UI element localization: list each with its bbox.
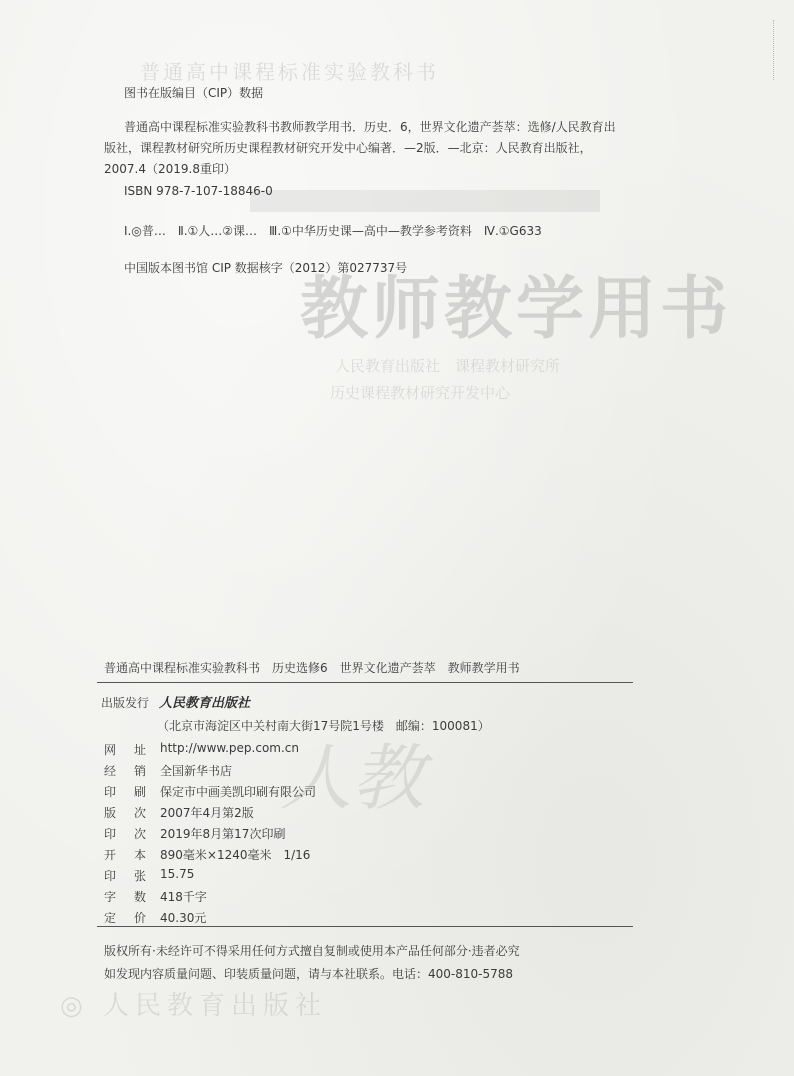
cip-record-number: 中国版本图书馆 CIP 数据核字（2012）第027737号 bbox=[124, 261, 408, 275]
publisher-address: （北京市海淀区中关村南大街17号院1号楼 邮编：100081） bbox=[157, 719, 490, 733]
binding-marks bbox=[773, 20, 784, 80]
detail-row-word-count bbox=[104, 888, 544, 906]
detail-value: 15.75 bbox=[160, 867, 195, 881]
cip-description: 普通高中课程标准实验教科书教师教学用书．历史．6，世界文化遗产荟萃：选修/人民教育出版社，课程教材研究所历史课程教材研究开发中心编著．—2版．—北京：人民教育出版社，2007.4（2019.8重印） bbox=[104, 120, 616, 176]
detail-key: 定 价 bbox=[104, 911, 146, 925]
detail-value: http://www.pep.com.cn bbox=[160, 741, 299, 755]
detail-row-edition bbox=[104, 804, 544, 822]
detail-row-printer bbox=[104, 783, 544, 801]
book-title: 普通高中课程标准实验教科书 历史选修6 世界文化遗产荟萃 教师教学用书 bbox=[104, 661, 520, 675]
quality-contact: 如发现内容质量问题、印装质量问题，请与本社联系。电话：400-810-5788 bbox=[104, 967, 514, 981]
detail-key: 网 址 bbox=[104, 743, 146, 757]
detail-row-price bbox=[104, 909, 544, 927]
detail-key: 版 次 bbox=[104, 806, 146, 820]
cover-show-through-title: 教师教学用书 bbox=[300, 269, 733, 349]
cip-heading: 图书在版编目（CIP）数据 bbox=[124, 86, 264, 100]
publisher-label: 出版发行 bbox=[101, 696, 150, 710]
detail-value: 2019年8月第17次印刷 bbox=[160, 827, 286, 841]
cover-show-through-line: 历史课程教材研究开发中心 bbox=[330, 384, 511, 402]
detail-row-website bbox=[104, 741, 544, 759]
detail-value: 2007年4月第2版 bbox=[160, 806, 254, 820]
detail-key: 开 本 bbox=[104, 848, 146, 862]
detail-value: 418千字 bbox=[160, 890, 207, 904]
cover-show-through-top: 普通高中课程标准实验教科书 bbox=[140, 60, 439, 84]
detail-key: 字 数 bbox=[104, 890, 146, 904]
copyright-notice: 版权所有·未经许可不得采用任何方式擅自复制或使用本产品任何部分·违者必究 bbox=[104, 944, 520, 958]
detail-value: 40.30元 bbox=[160, 911, 207, 925]
isbn: ISBN 978-7-107-18846-0 bbox=[124, 184, 273, 198]
cover-show-through-bar bbox=[250, 190, 600, 212]
detail-row-sheets bbox=[104, 867, 544, 885]
cip-classification: Ⅰ.◎普… Ⅱ.①人…②课… Ⅲ.①中华历史课—高中—教学参考资料 Ⅳ.①G633 bbox=[124, 224, 542, 238]
detail-key: 经 销 bbox=[104, 764, 146, 778]
detail-key: 印 张 bbox=[104, 869, 146, 883]
publisher-logo: 人民教育出版社 bbox=[159, 696, 251, 711]
detail-key: 印 次 bbox=[104, 827, 146, 841]
detail-row-printing bbox=[104, 825, 544, 843]
detail-key: 印 刷 bbox=[104, 785, 146, 799]
detail-row-format bbox=[104, 846, 544, 864]
detail-value: 890毫米×1240毫米 1/16 bbox=[160, 848, 311, 862]
detail-value: 保定市中画美凯印刷有限公司 bbox=[160, 785, 317, 799]
divider bbox=[97, 926, 633, 927]
detail-value: 全国新华书店 bbox=[160, 764, 233, 778]
detail-row-distributor bbox=[104, 762, 544, 780]
cover-show-through-line: 人民教育出版社 课程教材研究所 bbox=[335, 357, 561, 375]
divider bbox=[97, 682, 633, 683]
cover-show-through-bottom: ◎ 人民教育出版社 bbox=[60, 991, 327, 1021]
